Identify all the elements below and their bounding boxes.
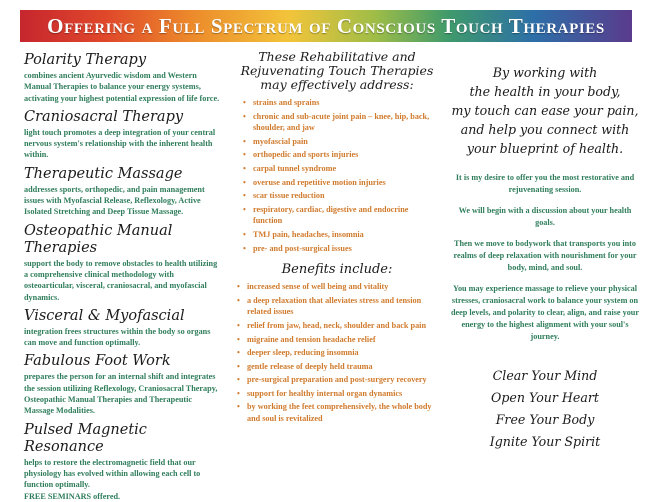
issues-benefits-column <box>237 48 437 427</box>
therapy-title-craniosacral: Craniosacral Therapy <box>24 108 184 125</box>
therapy-desc-craniosacral: light touch promotes a deep integration of your central nervous system's relationship with the inherent health within. <box>24 127 216 160</box>
message-paragraph: Then we move to bodywork that transports you into realms of deep relaxation with nourishment for your body, mind, and soul. <box>453 239 637 272</box>
issue-item-text: carpal tunnel syndrome <box>253 163 337 173</box>
bullet-icon: • <box>237 348 240 358</box>
issue-item <box>243 190 437 202</box>
benefit-item-text: migraine and tension headache relief <box>247 334 376 344</box>
bullet-icon: • <box>243 136 246 146</box>
quote-line: my touch can ease your pain, <box>451 103 639 118</box>
benefit-item <box>237 401 437 424</box>
issue-item <box>243 149 437 161</box>
benefits-heading: Benefits include: <box>281 262 393 278</box>
benefit-item-text: a deep relaxation that alleviates stress and tension related issues <box>247 295 422 317</box>
quote-line: By working with <box>492 65 598 80</box>
bullet-icon: • <box>237 361 240 371</box>
bullet-icon: • <box>243 98 246 107</box>
therapy-desc-magnetic-text: helps to restore the electromagnetic field that our physiology has evolved within allowing each cell to function optimally. <box>24 457 201 490</box>
bullet-icon: • <box>243 229 246 239</box>
free-seminars-note: FREE SEMINARS offered. <box>24 491 121 501</box>
issue-item <box>243 243 437 255</box>
benefit-item <box>237 361 437 373</box>
issue-item <box>243 204 437 227</box>
benefit-item-text: increased sense of well being and vitality <box>247 282 389 292</box>
benefit-item <box>237 295 437 318</box>
quote-line: and help you connect with <box>460 122 630 137</box>
mantra-line: Free Your Body <box>495 412 595 427</box>
mantra-line: Open Your Heart <box>491 390 599 405</box>
issues-heading-line: These Rehabilitative and <box>258 49 416 64</box>
bullet-icon: • <box>243 204 246 214</box>
therapy-desc-footwork: prepares the person for an internal shift and integrates the session utilizing Reflexology, Craniosacral Therapy, Osteopathic Manual Therapies and Therapeutic Massage Modalities. <box>24 372 218 416</box>
therapy-title-footwork: Fabulous Foot Work <box>24 353 171 370</box>
bullet-icon: • <box>243 177 246 187</box>
therapy-title-osteopathic: Osteopathic Manual Therapies <box>24 222 173 256</box>
issue-item-text: chronic and sub-acute joint pain – knee, hip, back, shoulder, and jaw <box>253 111 430 133</box>
issue-item <box>243 177 437 189</box>
benefit-item <box>237 320 437 332</box>
benefit-item <box>237 374 437 386</box>
bullet-icon: • <box>237 334 240 344</box>
issue-item-text: strains and sprains <box>253 98 320 107</box>
therapy-title-massage: Therapeutic Massage <box>24 165 183 182</box>
mantra-line: Clear Your Mind <box>492 368 598 383</box>
issue-item-text: pre- and post-surgical issues <box>253 243 352 253</box>
therapies-column <box>24 48 220 502</box>
benefit-item-text: by working the feet comprehensively, the whole body and soul is revitalized <box>247 402 432 424</box>
benefit-item <box>237 281 437 293</box>
issue-item-text: TMJ pain, headaches, insomnia <box>253 229 364 239</box>
issue-item <box>243 163 437 175</box>
bullet-icon: • <box>237 282 240 292</box>
therapy-title-visceral: Visceral & Myofascial <box>24 307 185 324</box>
therapy-desc-visceral: integration frees structures within the body so organs can move and function optimally. <box>24 326 211 348</box>
issue-item-text: respiratory, cardiac, digestive and endocrine function <box>253 204 409 226</box>
issue-item-text: orthopedic and sports injuries <box>253 150 359 160</box>
bullet-icon: • <box>243 191 246 201</box>
issue-item-text: overuse and repetitive motion injuries <box>253 177 386 187</box>
message-column <box>450 48 640 453</box>
benefit-item <box>237 347 437 359</box>
bullet-icon: • <box>237 320 240 330</box>
benefit-item-text: relief from jaw, head, neck, shoulder and back pain <box>247 320 427 330</box>
issue-item-text: scar tissue reduction <box>253 191 325 201</box>
bullet-icon: • <box>237 375 240 385</box>
benefits-list <box>237 281 437 425</box>
therapy-desc-osteopathic: support the body to remove obstacles to health utilizing a comprehensive clinical methodology with osteoarticular, visceral, craniosacral, and myofascial dynamics. <box>24 258 218 302</box>
issue-item <box>243 111 437 134</box>
page-banner: Offering a Full Spectrum of Conscious Touch Therapies <box>20 10 632 42</box>
issues-heading-line: may effectively address: <box>260 77 414 92</box>
therapy-title-magnetic: Pulsed Magnetic Resonance <box>24 421 147 455</box>
bullet-icon: • <box>243 150 246 160</box>
therapy-desc-polarity: combines ancient Ayurvedic wisdom and Western Manual Therapies to balance your energy systems, activating your highest potential expression of life force. <box>24 71 220 103</box>
therapy-desc-massage: addresses sports, orthopedic, and pain management issues with Myofascial Release, Reflexology, Active Isolated Stretching and Deep Tissue Massage. <box>24 184 205 217</box>
bullet-icon: • <box>237 402 240 412</box>
therapy-desc-magnetic <box>24 457 220 502</box>
benefit-item-text: deeper sleep, reducing insomnia <box>247 348 359 358</box>
bullet-icon: • <box>243 243 246 253</box>
issue-item <box>243 136 437 148</box>
bullet-icon: • <box>243 163 246 173</box>
issues-heading-line: Rejuvenating Touch Therapies <box>240 63 434 78</box>
benefit-item-text: pre-surgical preparation and post-surgery recovery <box>247 375 427 385</box>
therapy-title-polarity: Polarity Therapy <box>24 52 147 68</box>
message-paragraph: We will begin with a discussion about your health goals. <box>458 206 632 227</box>
issue-item-text: myofascial pain <box>253 136 308 146</box>
bullet-icon: • <box>237 295 240 305</box>
quote-line: the health in your body, <box>469 84 621 99</box>
bullet-icon: • <box>237 388 240 398</box>
issues-list <box>237 97 437 254</box>
message-paragraph: It is my desire to offer you the most restorative and rejuvenating session. <box>455 173 635 194</box>
benefit-item <box>237 334 437 346</box>
mantra-line: Ignite Your Spirit <box>489 434 601 449</box>
bullet-icon: • <box>243 111 246 121</box>
mantra <box>450 365 640 453</box>
quote-line: your blueprint of health. <box>466 141 624 156</box>
issue-item <box>243 229 437 241</box>
message-paragraph: You may experience massage to relieve your physical stresses, craniosacral work to balance your system on deep levels, and polarity to clear, align, and raise your energy to the highest alignment with your soul's journey. <box>450 284 639 341</box>
benefit-item-text: support for healthy internal organ dynamics <box>247 388 403 398</box>
issue-item <box>243 97 437 109</box>
benefit-item <box>237 388 437 400</box>
benefit-item-text: gentle release of deeply held trauma <box>247 361 373 371</box>
intro-quote <box>450 63 640 158</box>
issues-heading <box>237 50 437 92</box>
